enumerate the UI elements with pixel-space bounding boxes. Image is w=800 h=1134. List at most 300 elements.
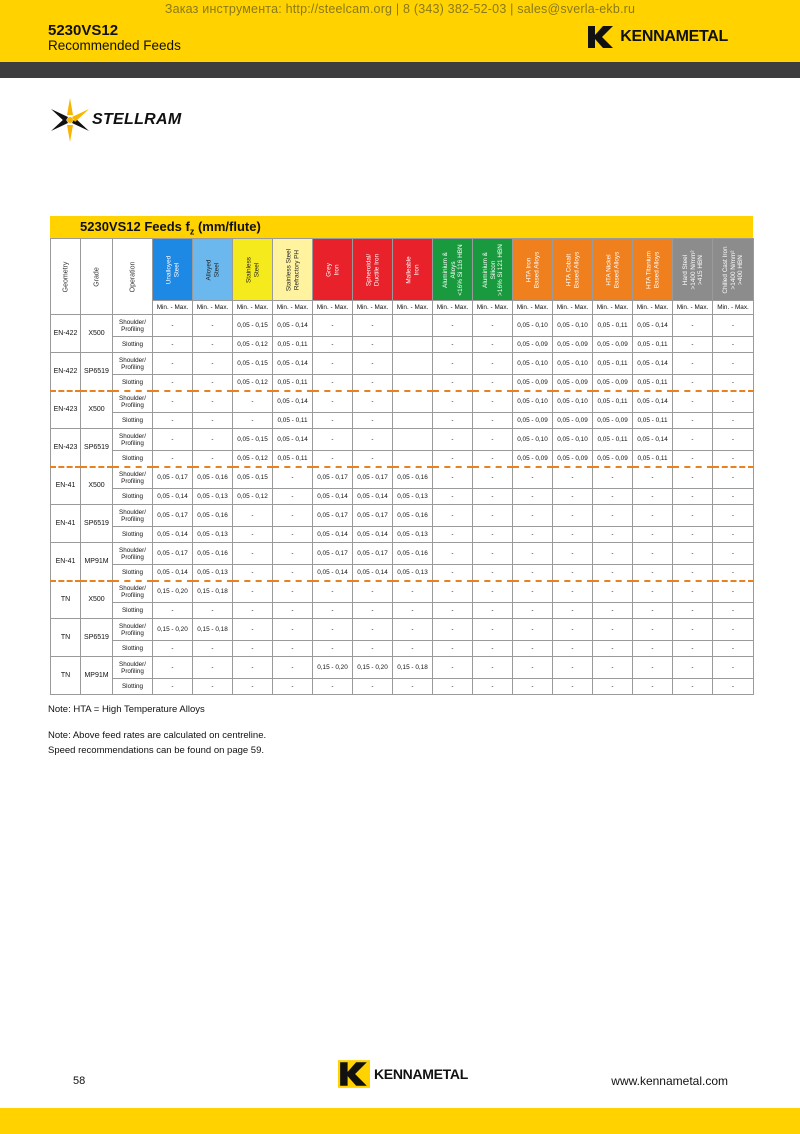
feed-value-cell: - — [553, 527, 593, 543]
kennametal-wordmark: KENNAMETAL — [620, 28, 728, 45]
feed-value-cell: 0,05 - 0,16 — [393, 543, 433, 565]
feed-value-cell: 0,05 - 0,13 — [393, 489, 433, 505]
operation-cell: Shoulder/ Profiling — [113, 391, 153, 413]
material-header — [193, 239, 233, 301]
table-title: 5230VS12 Feeds $f_z$ (mm/flute) — [50, 216, 753, 238]
feed-value-cell: 0,05 - 0,10 — [553, 315, 593, 337]
feed-value-cell: - — [313, 581, 353, 603]
feed-value-cell: - — [713, 603, 754, 619]
material-label: HTA Cobalt Based Alloys — [565, 251, 580, 288]
grade-cell: MP91M — [81, 543, 113, 581]
feed-value-cell: 0,05 - 0,13 — [193, 565, 233, 581]
feed-value-cell: 0,05 - 0,14 — [273, 429, 313, 451]
feed-value-cell: - — [633, 543, 673, 565]
feed-value-cell: 0,05 - 0,16 — [193, 467, 233, 489]
feed-value-cell: - — [353, 619, 393, 641]
feed-value-cell — [393, 413, 433, 429]
feed-value-cell: 0,05 - 0,14 — [353, 527, 393, 543]
footer-kennametal-logo — [338, 1060, 468, 1088]
material-label: Unalloyed Steel — [165, 255, 180, 284]
feed-value-cell: - — [233, 565, 273, 581]
feed-value-cell: - — [153, 353, 193, 375]
feed-value-cell: - — [553, 603, 593, 619]
feed-value-cell: - — [593, 657, 633, 679]
feed-value-cell: 0,05 - 0,09 — [513, 375, 553, 391]
feed-value-cell: 0,05 - 0,09 — [553, 451, 593, 467]
feed-value-cell: 0,05 - 0,14 — [633, 315, 673, 337]
minmax-label: Min. - Max. — [633, 301, 673, 315]
feed-value-cell: - — [233, 641, 273, 657]
minmax-label: Min. - Max. — [233, 301, 273, 315]
material-label: Spheroidal/ Ductile Iron — [365, 253, 380, 286]
table-row — [51, 429, 754, 451]
feed-value-cell — [393, 451, 433, 467]
document-subtitle: Recommended Feeds — [48, 38, 181, 53]
feed-value-cell: - — [593, 679, 633, 695]
feed-value-cell: - — [593, 527, 633, 543]
feed-value-cell: - — [153, 603, 193, 619]
geometry-cell: EN-422 — [51, 353, 81, 391]
feed-value-cell: 0,05 - 0,11 — [593, 353, 633, 375]
feed-value-cell: - — [673, 315, 713, 337]
feed-value-cell: - — [433, 413, 473, 429]
material-header — [713, 239, 754, 301]
feed-value-cell: 0,05 - 0,14 — [633, 353, 673, 375]
feed-value-cell: - — [673, 451, 713, 467]
kennametal-k-icon — [586, 24, 616, 50]
feed-value-cell: - — [473, 391, 513, 413]
feed-value-cell: 0,05 - 0,17 — [313, 505, 353, 527]
feed-value-cell: 0,05 - 0,16 — [193, 543, 233, 565]
feed-value-cell — [393, 391, 433, 413]
feed-value-cell: - — [713, 375, 754, 391]
feed-value-cell: - — [473, 565, 513, 581]
material-header-row — [51, 239, 754, 301]
operation-cell: Shoulder/ Profiling — [113, 353, 153, 375]
feed-value-cell: 0,05 - 0,09 — [513, 451, 553, 467]
table-row — [51, 451, 754, 467]
feed-value-cell: - — [353, 603, 393, 619]
feed-value-cell: - — [473, 413, 513, 429]
feed-value-cell: - — [473, 429, 513, 451]
feed-value-cell: - — [673, 565, 713, 581]
feed-value-cell: - — [193, 657, 233, 679]
minmax-label: Min. - Max. — [513, 301, 553, 315]
feed-value-cell: 0,05 - 0,17 — [313, 543, 353, 565]
feed-value-cell: 0,05 - 0,11 — [593, 429, 633, 451]
footer-band — [0, 1108, 800, 1134]
order-contact-note: Заказ инструмента: http://steelcam.org | 8 (343) 382-52-03 | sales@sverla-ekb.ru — [164, 2, 636, 16]
kennametal-logo — [586, 24, 728, 50]
table-row — [51, 413, 754, 429]
feed-value-cell: - — [353, 391, 393, 413]
feed-value-cell: - — [313, 603, 353, 619]
feed-value-cell: - — [713, 505, 754, 527]
geometry-cell: EN-41 — [51, 467, 81, 505]
feed-value-cell: - — [273, 619, 313, 641]
feed-value-cell: - — [473, 489, 513, 505]
feed-value-cell: 0,05 - 0,14 — [313, 527, 353, 543]
operation-cell: Slotting — [113, 337, 153, 353]
feed-value-cell: - — [353, 451, 393, 467]
feed-value-cell: - — [233, 527, 273, 543]
feed-value-cell: - — [513, 527, 553, 543]
feed-value-cell: - — [473, 315, 513, 337]
feed-value-cell: - — [713, 413, 754, 429]
feed-value-cell: - — [353, 581, 393, 603]
grade-cell: SP6519 — [81, 429, 113, 467]
minmax-label: Min. - Max. — [153, 301, 193, 315]
feed-value-cell: 0,05 - 0,11 — [633, 375, 673, 391]
feed-value-cell: - — [393, 603, 433, 619]
feed-value-cell: 0,05 - 0,10 — [553, 429, 593, 451]
operation-cell: Shoulder/ Profiling — [113, 581, 153, 603]
feed-value-cell: - — [473, 657, 513, 679]
header-gray-stripe — [0, 62, 800, 78]
feed-value-cell: 0,05 - 0,14 — [353, 489, 393, 505]
feed-value-cell: - — [713, 451, 754, 467]
material-header — [393, 239, 433, 301]
feed-value-cell: 0,05 - 0,10 — [513, 353, 553, 375]
feed-value-cell: - — [353, 353, 393, 375]
feed-value-cell: - — [673, 353, 713, 375]
feed-value-cell: - — [473, 467, 513, 489]
feed-value-cell: - — [313, 641, 353, 657]
material-label: Stainless Steel — [245, 256, 260, 283]
operation-cell: Shoulder/ Profiling — [113, 315, 153, 337]
feed-value-cell: 0,05 - 0,11 — [593, 315, 633, 337]
feed-value-cell: 0,05 - 0,13 — [193, 527, 233, 543]
operation-cell: Slotting — [113, 489, 153, 505]
operation-cell: Shoulder/ Profiling — [113, 505, 153, 527]
minmax-label: Min. - Max. — [553, 301, 593, 315]
feed-value-cell: - — [273, 641, 313, 657]
feed-value-cell: - — [633, 657, 673, 679]
feed-value-cell: - — [633, 679, 673, 695]
feed-value-cell: 0,05 - 0,09 — [513, 413, 553, 429]
feed-value-cell: - — [353, 429, 393, 451]
feed-value-cell: 0,05 - 0,09 — [553, 413, 593, 429]
feed-value-cell: - — [313, 429, 353, 451]
feed-value-cell: - — [313, 353, 353, 375]
feed-value-cell: 0,05 - 0,11 — [273, 337, 313, 353]
feed-value-cell: 0,05 - 0,16 — [393, 467, 433, 489]
feed-value-cell: - — [673, 391, 713, 413]
feed-value-cell: 0,05 - 0,14 — [313, 565, 353, 581]
geometry-cell: TN — [51, 657, 81, 695]
feed-value-cell: - — [193, 603, 233, 619]
feed-value-cell — [393, 429, 433, 451]
feed-value-cell: - — [433, 657, 473, 679]
hta-note: Note: HTA = High Temperature Alloys — [48, 704, 205, 715]
feed-value-cell: - — [633, 489, 673, 505]
feed-value-cell: - — [473, 641, 513, 657]
geometry-cell: TN — [51, 581, 81, 619]
feed-value-cell: - — [393, 679, 433, 695]
feed-value-cell: - — [513, 641, 553, 657]
feed-value-cell: - — [473, 375, 513, 391]
grade-cell: SP6519 — [81, 505, 113, 543]
document-title: 5230VS12 — [48, 22, 119, 39]
stellram-wordmark: STELLRAM — [92, 111, 182, 128]
feed-value-cell: 0,05 - 0,13 — [393, 565, 433, 581]
grade-cell: X500 — [81, 467, 113, 505]
table-row — [51, 619, 754, 641]
material-header — [233, 239, 273, 301]
feed-value-cell: - — [473, 505, 513, 527]
feed-value-cell: 0,05 - 0,14 — [313, 489, 353, 505]
feed-value-cell: 0,05 - 0,12 — [233, 489, 273, 505]
feed-value-cell: - — [273, 581, 313, 603]
material-label: Aluminium & Silicon >16% Si 121 HBN — [481, 243, 504, 296]
feed-value-cell: 0,05 - 0,10 — [513, 429, 553, 451]
operation-cell: Shoulder/ Profiling — [113, 619, 153, 641]
feed-value-cell: 0,05 - 0,11 — [593, 391, 633, 413]
feed-value-cell: - — [473, 619, 513, 641]
material-header — [353, 239, 393, 301]
kennametal-wordmark: KENNAMETAL — [374, 1066, 468, 1082]
table-row — [51, 467, 754, 489]
feed-value-cell: - — [433, 565, 473, 581]
geometry-cell: TN — [51, 619, 81, 657]
feed-value-cell: - — [633, 641, 673, 657]
feeds-table-body — [51, 315, 754, 695]
feed-value-cell: 0,05 - 0,09 — [553, 337, 593, 353]
feed-value-cell: - — [233, 619, 273, 641]
notes-block — [48, 728, 266, 758]
table-row — [51, 315, 754, 337]
material-header — [633, 239, 673, 301]
feed-value-cell: - — [713, 619, 754, 641]
feed-value-cell: - — [153, 679, 193, 695]
feed-value-cell: - — [233, 679, 273, 695]
feed-value-cell: - — [713, 543, 754, 565]
feed-value-cell: 0,05 - 0,13 — [393, 527, 433, 543]
feed-value-cell: - — [313, 451, 353, 467]
feed-value-cell: - — [553, 657, 593, 679]
feed-value-cell: - — [273, 467, 313, 489]
minmax-label: Min. - Max. — [353, 301, 393, 315]
geometry-cell: EN-423 — [51, 391, 81, 429]
feed-value-cell: - — [313, 679, 353, 695]
feed-value-cell: - — [193, 641, 233, 657]
table-row — [51, 679, 754, 695]
table-row — [51, 543, 754, 565]
feed-value-cell: 0,05 - 0,14 — [273, 353, 313, 375]
feed-value-cell — [393, 315, 433, 337]
feed-value-cell: - — [633, 581, 673, 603]
feed-value-cell: 0,05 - 0,14 — [153, 565, 193, 581]
minmax-label: Min. - Max. — [713, 301, 754, 315]
feed-value-cell: - — [193, 413, 233, 429]
feed-value-cell: - — [153, 315, 193, 337]
operation-cell: Shoulder/ Profiling — [113, 657, 153, 679]
material-header — [673, 239, 713, 301]
feed-value-cell: - — [353, 641, 393, 657]
feed-value-cell: - — [633, 505, 673, 527]
feed-value-cell: - — [553, 543, 593, 565]
feed-value-cell: - — [513, 679, 553, 695]
material-header — [513, 239, 553, 301]
material-header — [433, 239, 473, 301]
feed-value-cell: 0,15 - 0,20 — [153, 581, 193, 603]
material-label: Hard Steel >1400 N/mm² >415 HBN — [681, 250, 704, 289]
feed-value-cell: - — [193, 353, 233, 375]
minmax-label: Min. - Max. — [273, 301, 313, 315]
feed-value-cell: - — [593, 641, 633, 657]
feed-value-cell: - — [513, 543, 553, 565]
feed-value-cell: - — [553, 581, 593, 603]
minmax-header-row — [51, 301, 754, 315]
material-header — [313, 239, 353, 301]
operation-cell: Slotting — [113, 375, 153, 391]
feed-value-cell: - — [673, 505, 713, 527]
grade-cell: MP91M — [81, 657, 113, 695]
feed-value-cell: - — [513, 581, 553, 603]
feed-value-cell: 0,05 - 0,17 — [353, 505, 393, 527]
feed-value-cell: - — [233, 413, 273, 429]
feed-value-cell: - — [593, 543, 633, 565]
table-row — [51, 641, 754, 657]
feed-value-cell: 0,05 - 0,09 — [553, 375, 593, 391]
feed-value-cell: - — [313, 337, 353, 353]
feed-value-cell: 0,05 - 0,11 — [633, 337, 673, 353]
material-header — [153, 239, 193, 301]
feed-value-cell: - — [433, 337, 473, 353]
feed-value-cell: - — [593, 565, 633, 581]
feed-value-cell: - — [273, 657, 313, 679]
feed-value-cell: - — [273, 603, 313, 619]
note-speed-reference: Speed recommendations can be found on page 59. — [48, 745, 265, 756]
feed-value-cell: 0,15 - 0,18 — [193, 619, 233, 641]
feed-value-cell: - — [673, 619, 713, 641]
feed-value-cell: - — [433, 375, 473, 391]
feed-value-cell: 0,05 - 0,15 — [233, 467, 273, 489]
feed-value-cell: 0,05 - 0,09 — [593, 375, 633, 391]
feed-value-cell: 0,05 - 0,11 — [633, 451, 673, 467]
feed-value-cell: 0,05 - 0,14 — [273, 391, 313, 413]
feed-value-cell: - — [593, 619, 633, 641]
feed-value-cell: - — [153, 391, 193, 413]
feed-value-cell: - — [153, 657, 193, 679]
feed-value-cell: - — [433, 543, 473, 565]
feed-value-cell: - — [673, 657, 713, 679]
column-header-grade: Grade — [81, 239, 113, 315]
operation-cell: Shoulder/ Profiling — [113, 429, 153, 451]
minmax-label: Min. - Max. — [393, 301, 433, 315]
feed-value-cell: - — [393, 641, 433, 657]
feed-value-cell: - — [713, 391, 754, 413]
feed-value-cell: - — [433, 603, 473, 619]
feed-value-cell: - — [233, 543, 273, 565]
feed-value-cell: 0,15 - 0,20 — [313, 657, 353, 679]
feed-value-cell: 0,05 - 0,16 — [393, 505, 433, 527]
feed-value-cell: 0,05 - 0,10 — [553, 353, 593, 375]
minmax-label: Min. - Max. — [313, 301, 353, 315]
feed-value-cell: - — [513, 619, 553, 641]
feed-value-cell — [393, 337, 433, 353]
feed-value-cell: - — [153, 413, 193, 429]
minmax-label: Min. - Max. — [193, 301, 233, 315]
feeds-table-block — [50, 216, 753, 695]
feed-value-cell: 0,05 - 0,15 — [233, 429, 273, 451]
feed-value-cell: - — [193, 429, 233, 451]
feed-value-cell: 0,05 - 0,17 — [313, 467, 353, 489]
feed-value-cell: 0,05 - 0,16 — [193, 505, 233, 527]
feed-value-cell: - — [153, 451, 193, 467]
stellram-star-icon — [50, 96, 90, 144]
feed-value-cell — [393, 353, 433, 375]
grade-cell: X500 — [81, 391, 113, 429]
feed-value-cell: - — [473, 543, 513, 565]
feed-value-cell: - — [353, 413, 393, 429]
grade-cell: SP6519 — [81, 353, 113, 391]
feed-value-cell: - — [193, 391, 233, 413]
table-row — [51, 603, 754, 619]
feed-value-cell: - — [233, 603, 273, 619]
feed-value-cell: - — [433, 619, 473, 641]
material-label: Stainless Steel Refractory PH — [285, 248, 300, 291]
operation-cell: Shoulder/ Profiling — [113, 467, 153, 489]
feed-value-cell: - — [553, 679, 593, 695]
feed-value-cell: 0,15 - 0,18 — [193, 581, 233, 603]
feed-value-cell: 0,05 - 0,11 — [273, 451, 313, 467]
feed-value-cell: - — [353, 375, 393, 391]
feed-value-cell: - — [673, 413, 713, 429]
feed-value-cell: 0,05 - 0,09 — [593, 451, 633, 467]
feed-value-cell: - — [473, 451, 513, 467]
feed-value-cell: - — [713, 657, 754, 679]
feed-value-cell: 0,05 - 0,14 — [273, 315, 313, 337]
feed-value-cell: 0,05 - 0,14 — [633, 391, 673, 413]
feed-value-cell: - — [713, 527, 754, 543]
operation-cell: Slotting — [113, 451, 153, 467]
feed-value-cell: - — [433, 391, 473, 413]
feed-value-cell: - — [193, 337, 233, 353]
table-row — [51, 353, 754, 375]
operation-cell: Slotting — [113, 641, 153, 657]
feed-value-cell: - — [433, 527, 473, 543]
material-label: Chilled Cast Iron >1400 N/mm² >400 HBN — [721, 245, 744, 294]
website-link[interactable]: www.kennametal.com — [611, 1074, 728, 1088]
feed-value-cell: - — [513, 603, 553, 619]
feed-value-cell: - — [313, 391, 353, 413]
table-row — [51, 505, 754, 527]
feed-value-cell: - — [673, 543, 713, 565]
feed-value-cell: - — [513, 489, 553, 505]
material-label: Aluminium & Alloys <16% Si 116 HBN — [441, 243, 464, 296]
feed-value-cell: 0,05 - 0,14 — [153, 489, 193, 505]
feed-value-cell: - — [433, 451, 473, 467]
feed-value-cell: - — [513, 565, 553, 581]
feed-value-cell: 0,05 - 0,17 — [153, 505, 193, 527]
geometry-cell: EN-422 — [51, 315, 81, 353]
minmax-label: Min. - Max. — [473, 301, 513, 315]
feed-value-cell — [393, 375, 433, 391]
feed-value-cell: - — [233, 657, 273, 679]
feed-value-cell: 0,05 - 0,15 — [233, 353, 273, 375]
feed-value-cell: - — [673, 527, 713, 543]
feed-value-cell: - — [233, 581, 273, 603]
feed-value-cell: - — [553, 489, 593, 505]
table-row — [51, 337, 754, 353]
feed-value-cell: - — [713, 581, 754, 603]
feed-value-cell: - — [673, 467, 713, 489]
feed-value-cell: - — [193, 375, 233, 391]
geometry-cell: EN-41 — [51, 505, 81, 543]
feed-value-cell: - — [593, 505, 633, 527]
feed-value-cell: - — [713, 565, 754, 581]
